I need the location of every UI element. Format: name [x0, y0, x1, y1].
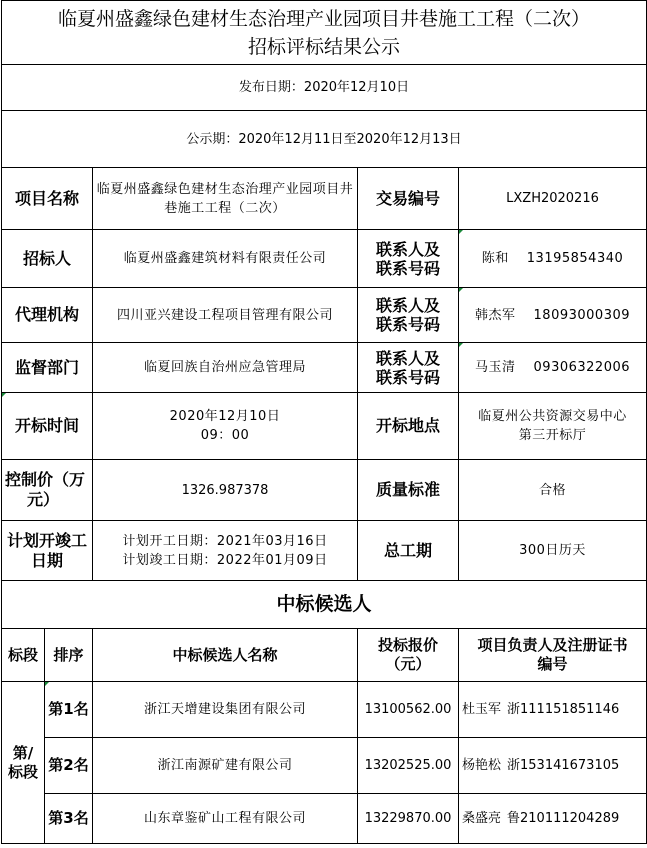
contact-phone: 18093000309	[533, 307, 631, 323]
open-place-line-2: 第三开标厅	[518, 428, 587, 443]
contact-phone: 09306322006	[533, 360, 631, 375]
open-time	[93, 393, 358, 460]
contact-phone: 13195854340	[526, 251, 624, 266]
open-time-label: 开标时间	[2, 393, 93, 460]
trade-no: LXZH2020216	[459, 168, 647, 230]
quality: 合格	[459, 460, 647, 521]
header-bid-price-line-1: 投标报价	[377, 636, 438, 654]
candidate-price: 13202525.00	[358, 738, 459, 794]
trade-no-label: 交易编号	[358, 168, 459, 230]
section-value	[2, 682, 45, 844]
contact-label-line-2: 联系号码	[375, 367, 440, 387]
open-place-line-1: 临夏州公共资源交易中心	[478, 409, 627, 424]
header-bid-price	[358, 629, 459, 682]
contact-name: 韩杰军	[475, 307, 516, 323]
section-value-line-2: 标段	[7, 762, 38, 781]
contact-label-line-2: 联系号码	[375, 315, 440, 334]
candidate-manager	[459, 794, 647, 844]
publish-date: 发布日期：2020年12月10日	[2, 65, 647, 111]
supervisor-contact-label	[358, 343, 459, 393]
candidate-manager	[459, 682, 647, 738]
contact-label-line-1: 联系人及	[375, 296, 440, 315]
open-time-date: 2020年12月10日	[169, 409, 281, 424]
planned-start: 计划开工日期：2021年03月16日	[122, 533, 328, 549]
agency: 四川亚兴建设工程项目管理有限公司	[93, 288, 358, 343]
project-name: 临夏州盛鑫绿色建材生态治理产业园项目井巷施工工程（二次）	[93, 168, 358, 230]
planned-finish: 计划竣工日期：2022年01月09日	[122, 552, 328, 568]
candidate-name: 山东章鉴矿山工程有限公司	[93, 794, 358, 844]
quality-label: 质量标准	[358, 460, 459, 521]
tenderer-contact-label	[358, 230, 459, 288]
tenderer-label: 招标人	[2, 230, 93, 288]
manager-cert: 浙153141673105	[507, 758, 620, 773]
schedule-dates	[93, 521, 358, 581]
control-price-label-line-2: 元）	[27, 490, 60, 509]
table-row	[2, 682, 647, 738]
open-place	[459, 393, 647, 460]
total-period: 300日历天	[459, 521, 647, 581]
section-value-line-1: 第/	[12, 743, 34, 762]
header-candidate-name: 中标候选人名称	[93, 629, 358, 682]
agency-contact-label	[358, 288, 459, 343]
candidates-section-title: 中标候选人	[2, 581, 647, 629]
contact-label-line-1: 联系人及	[375, 239, 440, 259]
contact-label-line-2: 联系号码	[375, 258, 440, 278]
header-section: 标段	[2, 629, 45, 682]
schedule-label-line-1: 计划开竣工	[6, 530, 87, 550]
notice-table	[1, 0, 647, 844]
candidate-name: 浙江南源矿建有限公司	[93, 738, 358, 794]
candidate-price: 13229870.00	[358, 794, 459, 844]
notice-period: 公示期：2020年12月11日至2020年12月13日	[2, 111, 647, 168]
candidate-rank: 第3名	[45, 794, 93, 844]
candidate-price: 13100562.00	[358, 682, 459, 738]
document-title	[2, 1, 647, 65]
control-price-label-line-1: 控制价（万	[5, 470, 86, 489]
control-price: 1326.987378	[93, 460, 358, 521]
candidate-rank: 第1名	[45, 682, 93, 738]
contact-name: 陈和	[481, 251, 509, 266]
title-line-1: 临夏州盛鑫绿色建材生态治理产业园项目井巷施工工程（二次）	[58, 7, 591, 30]
manager-name: 杨艳松	[462, 758, 502, 773]
header-bid-price-line-2: （元）	[385, 655, 431, 673]
table-row	[2, 794, 647, 844]
agency-contact	[459, 288, 647, 343]
table-row	[2, 738, 647, 794]
manager-cert: 鲁210111204289	[507, 811, 620, 826]
open-time-clock: 09：00	[200, 428, 250, 443]
agency-label: 代理机构	[2, 288, 93, 343]
schedule-label	[2, 521, 93, 581]
tenderer: 临夏州盛鑫建筑材料有限责任公司	[93, 230, 358, 288]
supervisor: 临夏回族自治州应急管理局	[93, 343, 358, 393]
tenderer-contact	[459, 230, 647, 288]
header-project-manager	[459, 629, 647, 682]
schedule-label-line-2: 日期	[30, 550, 63, 570]
candidate-rank: 第2名	[45, 738, 93, 794]
manager-name: 杜玉军	[462, 702, 502, 717]
header-project-manager-line-2: 编号	[537, 655, 568, 673]
header-rank: 排序	[45, 629, 93, 682]
title-line-2: 招标评标结果公示	[248, 35, 401, 58]
open-place-label: 开标地点	[358, 393, 459, 460]
header-project-manager-line-1: 项目负责人及注册证书	[477, 636, 628, 654]
manager-name: 桑盛亮	[462, 811, 502, 826]
contact-name: 马玉清	[475, 360, 516, 375]
contact-label-line-1: 联系人及	[375, 348, 440, 368]
candidate-manager	[459, 738, 647, 794]
control-price-label	[2, 460, 93, 521]
supervisor-contact	[459, 343, 647, 393]
manager-cert: 浙111151851146	[507, 702, 620, 717]
project-name-label: 项目名称	[2, 168, 93, 230]
candidate-name: 浙江天增建设集团有限公司	[93, 682, 358, 738]
total-period-label: 总工期	[358, 521, 459, 581]
supervisor-label: 监督部门	[2, 343, 93, 393]
